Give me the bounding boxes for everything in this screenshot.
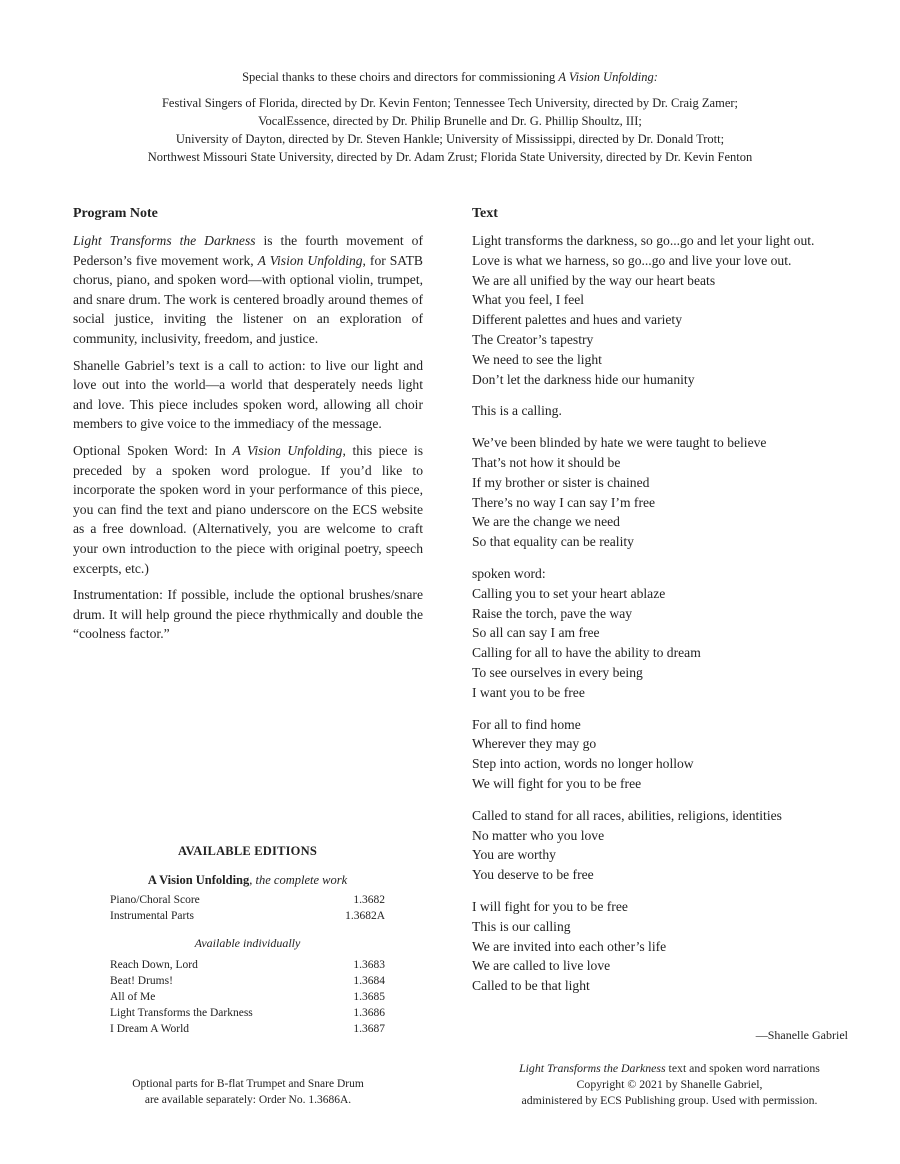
edition-row [110,973,385,989]
acknowledgements-line: Northwest Missouri State University, directed by Dr. Adam Zrust; Florida State University, directed by Dr. Kevin Fenton [147,150,753,164]
lyric-line: You deserve to be free [472,867,594,883]
acknowledgements [40,68,860,166]
lyric-line: Don’t let the darkness hide our humanity [472,371,695,387]
edition-code: 1.3682A [345,910,385,922]
lyric-line: I will fight for you to be free [472,898,628,914]
lyric-line: Step into action, words no longer hollow [472,756,694,772]
edition-row [110,1005,385,1021]
stanza [472,564,862,703]
optional-parts-note: Optional parts for B-flat Trumpet and Snare Drum are available separately: Order No. 1.3686A. [132,1078,364,1106]
stanza [472,897,862,996]
text-column [472,206,862,1008]
edition-code: 1.3687 [353,1023,385,1035]
copyright-notice: Light Transforms the Darkness text and spoken word narrations Copyright © 2021 by Shanelle Gabriel, administered by ECS Publishing group. Used with permission. [519,1061,820,1107]
text-title: Text [472,206,498,221]
editions-individually-label: Available individually [194,936,301,950]
edition-name: Instrumental Parts [110,910,194,922]
program-note-title: Program Note [73,206,158,221]
edition-name: All of Me [110,991,156,1003]
lyric-line: I want you to be free [472,684,585,700]
lyric-line: So all can say I am free [472,625,600,641]
program-note-body [73,231,423,644]
editions-title: AVAILABLE EDITIONS [178,844,317,858]
lyric-line: This is our calling [472,918,571,934]
edition-row [110,908,385,924]
text-signature: —Shanelle Gabriel [755,1028,848,1042]
stanza [472,806,862,885]
edition-row [110,957,385,973]
lyric-line: Calling you to set your heart ablaze [472,585,666,601]
acknowledgements-line: University of Dayton, directed by Dr. Steven Hankle; University of Mississippi, directed by Dr. Donald Trott; [175,132,725,146]
work-title: A Vision Unfolding: [558,70,658,84]
lyric-line: No matter who you love [472,827,605,843]
acknowledgements-line: VocalEssence, directed by Dr. Philip Brunelle and Dr. G. Phillip Shoultz, III; [258,114,642,128]
edition-code: 1.3682 [353,894,385,906]
lyric-line: If my brother or sister is chained [472,474,650,490]
stanza [472,433,862,552]
lyric-line: Calling for all to have the ability to dream [472,645,701,661]
lyric-line: To see ourselves in every being [472,664,643,680]
lyric-line: We are the change we need [472,514,620,530]
program-note-paragraph: Light Transforms the Darkness is the fourth movement of Pederson’s five movement work, A Vision Unfolding, for SATB chorus, piano, and spoken word—with optional violin, trumpet, and snare drum. The work is centered broadly around themes of social justice, inviting the listener on an exploration of community, inclusivity, freedom, and justice. [73,233,423,346]
lyric-line: We need to see the light [472,351,602,367]
stanza [472,715,862,794]
lyric-line: So that equality can be reality [472,534,634,550]
edition-row [110,892,385,908]
lyric-line: We are called to live love [472,958,611,974]
lyric-line: We are invited into each other’s life [472,938,667,954]
lyric-line: Wherever they may go [472,736,597,752]
lyric-line: What you feel, I feel [472,292,585,308]
lyric-line: There’s no way I can say I’m free [472,494,656,510]
program-note-column [73,206,423,651]
lyric-line: Light transforms the darkness, so go...go and let your light out. [472,233,815,248]
lyric-line: This is a calling. [472,403,562,419]
edition-code: 1.3684 [353,975,385,987]
editions-complete-list [110,892,385,924]
program-note-paragraph: Shanelle Gabriel’s text is a call to action: to live our light and love out into the world—a world that desperately needs light and love. This piece includes spoken word, allowing all choir members to give voice to the immediacy of the message. [73,357,423,432]
lyric-line: You are worthy [472,847,556,863]
lyric-line: Raise the torch, pave the way [472,605,633,621]
lyric-line: Love is what we harness, so go...go and live your love out. [472,252,792,268]
editions-individual-list [110,957,385,1037]
edition-name: Reach Down, Lord [110,959,198,971]
lyric-line: We’ve been blinded by hate we were taught to believe [472,435,767,451]
acknowledgements-line: Festival Singers of Florida, directed by Dr. Kevin Fenton; Tennessee Tech University, directed by Dr. Craig Zamer; [161,96,738,110]
edition-row [110,1021,385,1037]
lyric-line: That’s not how it should be [472,454,621,470]
edition-name: Light Transforms the Darkness [110,1007,253,1019]
lyric-line: We are all unified by the way our heart beats [472,272,716,288]
lyric-line: For all to find home [472,716,581,732]
available-editions [110,844,385,1037]
program-note-paragraph: Optional Spoken Word: In A Vision Unfolding, this piece is preceded by a spoken word prologue. If you’d like to incorporate the spoken word in your performance of this piece, you can find the text and piano underscore on the ECS website as a free download. (Alternatively, you are welcome to craft your own introduction to the piece with original poetry, speech excerpts, etc.) [73,442,424,576]
lyric-line: spoken word: [472,565,546,581]
edition-name: Beat! Drums! [110,975,173,987]
edition-code: 1.3685 [353,991,385,1003]
lyric-line: The Creator’s tapestry [472,331,594,347]
editions-complete-work: A Vision Unfolding, the complete work [147,873,348,887]
lyric-line: Different palettes and hues and variety [472,312,682,328]
program-note-paragraph: Instrumentation: If possible, include the optional brushes/snare drum. It will help ground the piece rhythmically and double the “coolness factor.” [73,587,423,642]
lyric-line: Called to stand for all races, abilities, religions, identities [472,807,782,823]
edition-name: I Dream A World [110,1023,190,1035]
lyric-line: Called to be that light [472,978,590,994]
acknowledgements-heading: Special thanks to these choirs and directors for commissioning A Vision Unfolding: [242,70,658,84]
lyrics [472,231,862,996]
stanza [472,401,862,421]
stanza [472,231,862,389]
edition-row [110,989,385,1005]
edition-name: Piano/Choral Score [110,894,200,906]
edition-code: 1.3686 [353,1007,385,1019]
edition-code: 1.3683 [353,959,385,971]
lyric-line: We will fight for you to be free [472,775,642,791]
